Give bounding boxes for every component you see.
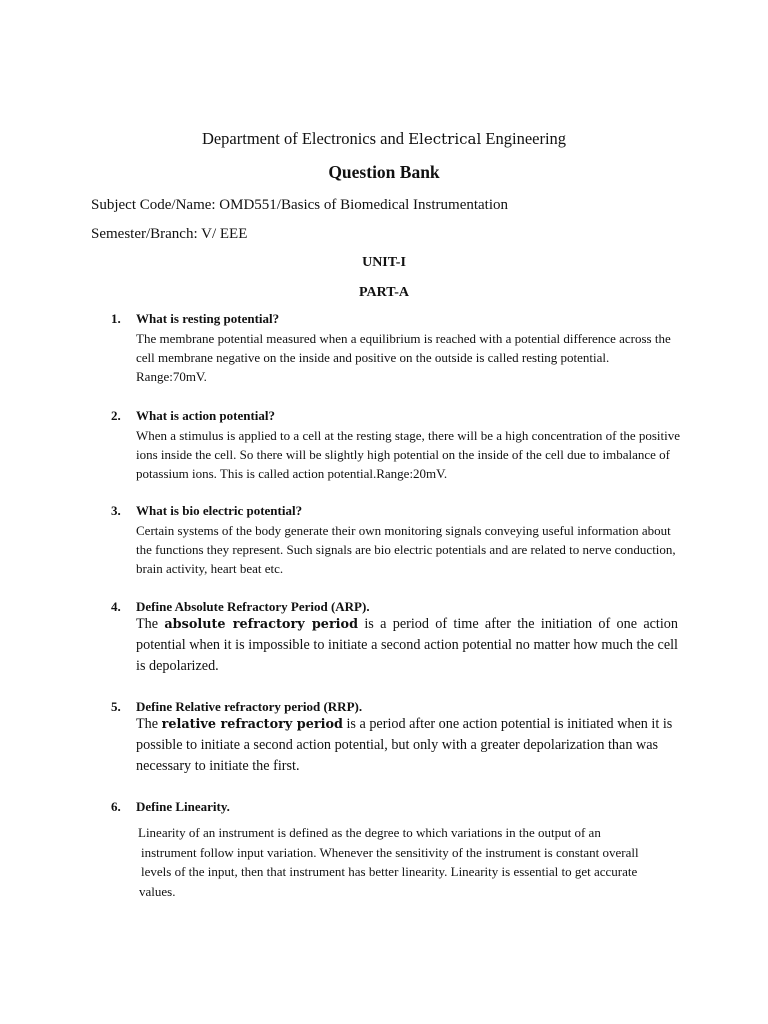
- question-title: Define Relative refractory period (RRP).: [136, 699, 363, 714]
- part-heading: PART-A: [358, 285, 410, 300]
- question-number: 4.: [111, 599, 121, 614]
- department-title-prefix: Department of Electronics and: [201, 129, 404, 148]
- question-number: 5.: [111, 699, 121, 714]
- question-bank-title: Question Bank: [328, 162, 440, 182]
- answer-key-term: relative refractory period: [161, 717, 343, 732]
- department-title-suffix: Engineering: [485, 129, 567, 148]
- answer-body: is a period of time after the initiation of one action potential when it is impossible to initiate a second action potential no matter how much the cell is depolarized.: [136, 616, 678, 674]
- question-number: 1.: [111, 311, 121, 326]
- question-answer: [136, 614, 678, 677]
- subject-line: Subject Code/Name: OMD551/Basics of Biomedical Instrumentation: [91, 197, 509, 213]
- answer-line: values.: [139, 884, 176, 899]
- answer-prefix: The: [136, 616, 159, 632]
- question-title: What is action potential?: [136, 408, 276, 423]
- question-title: Define Absolute Refractory Period (ARP).: [136, 599, 370, 614]
- department-title: [0, 128, 768, 150]
- answer-line: instrument follow input variation. Whenever the sensitivity of the instrument is constant overall: [141, 845, 639, 860]
- question-answer: Certain systems of the body generate their own monitoring signals conveying useful information about the functions they represent. Such signals are bio electric potentials and are related to nerve conduction, brain activity, heart beat etc.: [136, 523, 676, 576]
- question-answer: When a stimulus is applied to a cell at the resting stage, there will be a high concentration of the positive ions inside the cell. So there will be slightly high potential on the inside of the cell due to imbalance of potassium ions. This is called action potential.Range:20mV.: [136, 428, 681, 481]
- department-title-emphasis: Electrical: [408, 130, 482, 148]
- answer-line: Linearity of an instrument is defined as the degree to which variations in the output of an: [138, 825, 601, 840]
- question-title: What is bio electric potential?: [136, 503, 303, 518]
- question-answer: [136, 714, 678, 777]
- question-title: What is resting potential?: [136, 311, 280, 326]
- question-title: Define Linearity.: [136, 799, 230, 814]
- question-number: 3.: [111, 503, 121, 518]
- unit-heading: UNIT-I: [362, 255, 406, 270]
- semester-line: Semester/Branch: V/ EEE: [91, 226, 248, 242]
- question-number: 2.: [111, 408, 121, 423]
- answer-prefix: The: [136, 716, 159, 732]
- answer-key-term: absolute refractory period: [164, 617, 359, 632]
- answer-line: levels of the input, then that instrument has better linearity. Linearity is essential to get accurate: [141, 864, 638, 879]
- answer-body: is a period after one action potential is initiated when it is possible to initiate a second action potential, but only with a greater depolarization than was necessary to initiate the first.: [136, 716, 673, 774]
- question-number: 6.: [111, 799, 121, 814]
- question-answer: The membrane potential measured when a equilibrium is reached with a potential difference across the cell membrane negative on the inside and positive on the outside is called resting potential. Range:70mV.: [136, 331, 671, 384]
